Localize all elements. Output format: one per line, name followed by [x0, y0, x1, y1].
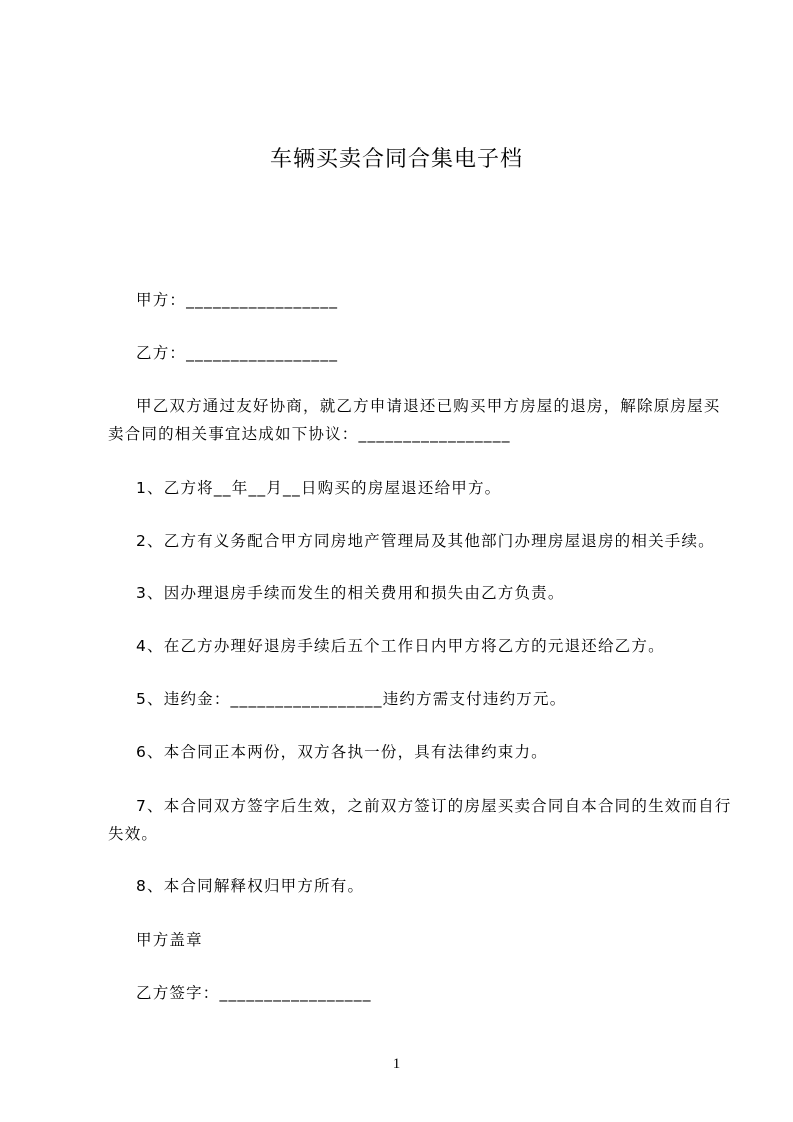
intro-paragraph-line1: 甲乙双方通过友好协商，就乙方申请退还已购买甲方房屋的退房，解除原房屋买 [136, 397, 721, 415]
clause-7-line2: 失效。 [108, 825, 159, 843]
clause-2: 2、乙方有义务配合甲方同房地产管理局及其他部门办理房屋退房的相关手续。 [136, 532, 715, 550]
clause-6: 6、本合同正本两份，双方各执一份，具有法律约束力。 [136, 743, 548, 761]
party-b-signature: 乙方签字：_________________ [136, 984, 372, 1002]
clause-7-line1: 7、本合同双方签字后生效，之前双方签订的房屋买卖合同自本合同的生效而自行 [136, 797, 732, 815]
clause-3: 3、因办理退房手续而发生的相关费用和损失由乙方负责。 [136, 584, 565, 602]
page-number: 1 [392, 1056, 401, 1072]
party-a-field: 甲方：_________________ [136, 291, 339, 309]
clause-8: 8、本合同解释权归甲方所有。 [136, 877, 365, 895]
party-b-field: 乙方：_________________ [136, 344, 339, 362]
clause-5: 5、违约金：_________________违约方需支付违约万元。 [136, 690, 567, 708]
clause-4: 4、在乙方办理好退房手续后五个工作日内甲方将乙方的元退还给乙方。 [136, 637, 665, 655]
party-a-seal: 甲方盖章 [136, 931, 203, 949]
document-title: 车辆买卖合同合集电子档 [269, 147, 523, 172]
clause-1: 1、乙方将__年__月__日购买的房屋退还给甲方。 [136, 479, 502, 497]
intro-paragraph-line2: 卖合同的相关事宜达成如下协议：_________________ [108, 425, 511, 443]
